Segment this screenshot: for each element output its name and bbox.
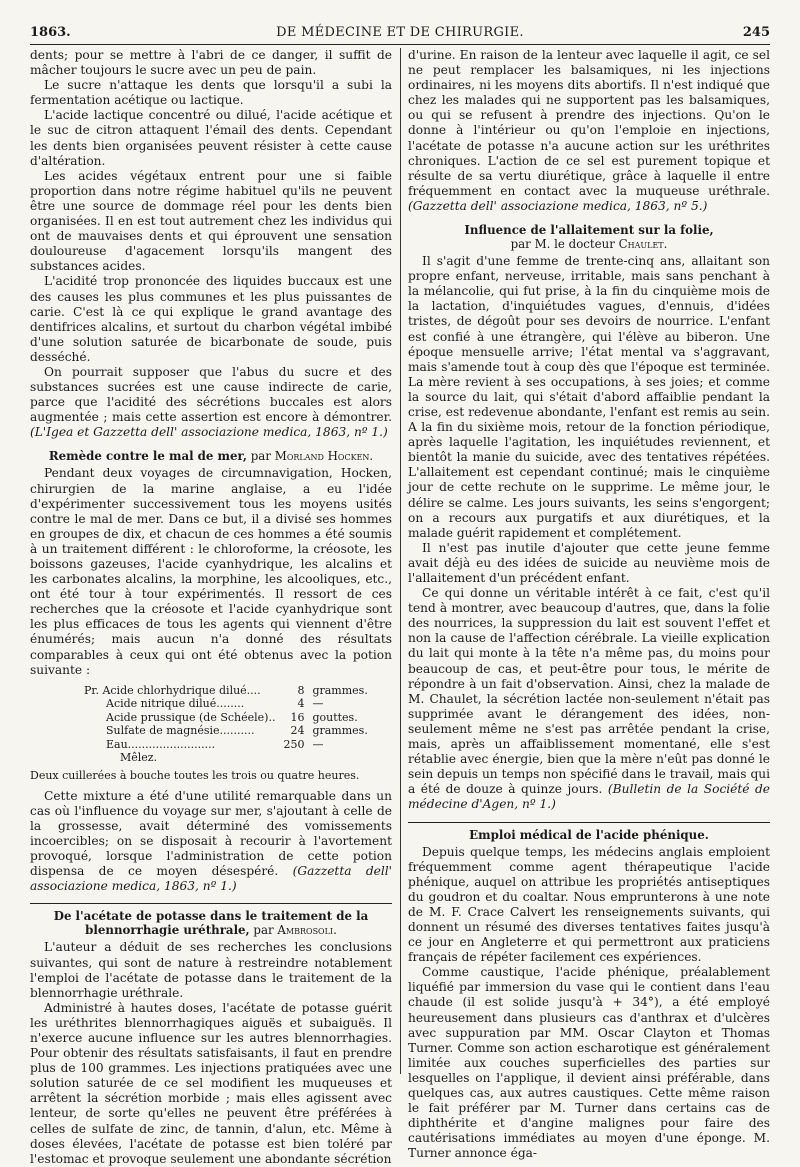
section-title-text: Influence de l'allaitement sur la folie,	[464, 223, 714, 238]
paragraph: L'auteur a déduit de ses recherches les conclusions suivantes, qui sont de nature à restreindre notablement l'emploi de l'acétate de potasse dans le traitement de la blennorrhagie uréthrale.	[30, 940, 392, 1000]
section-title-mal-de-mer	[30, 449, 392, 463]
recipe-ingredient: Pr. Acide chlorhydrique dilué....	[84, 683, 261, 697]
recipe-quantity	[279, 751, 308, 765]
section-author: Ambrosoli.	[277, 923, 337, 938]
citation: (Gazzetta dell' associazione medica, 1863, nº 1.)	[30, 864, 392, 894]
section-title-text: Emploi médical de l'acide phénique.	[469, 827, 709, 842]
recipe-row	[80, 738, 372, 752]
recipe-quantity: 24	[290, 724, 305, 738]
page-header	[30, 26, 770, 45]
recipe-unit	[308, 751, 371, 765]
paragraph	[30, 365, 392, 440]
section-title-acetate	[30, 903, 392, 937]
paragraph: Administré à hautes doses, l'acétate de potasse guérit les uréthrites blennorrhagiques aiguës et subaiguës. Il n'exerce aucune influence sur les autres blennorrhagies. Pour obtenir des résultats satisfaisants, il faut en prendre plus de 100 grammes. Les injections pratiquées avec une solution saturée de ce sel modifient les muqueuses et arrêtent la sécrétion morbide ; mais elles agissent avec lenteur, de sorte qu'elles ne peuvent être préférées à celles de sulfate de zinc, de tannin, d'alun, etc. Même à doses élevées, l'acétate de potasse est bien toléré par l'estomac et provoque seulement une abondante sécrétion	[30, 1000, 392, 1166]
page-number: 245	[742, 25, 770, 40]
paragraph: L'acidité trop prononcée des liquides buccaux est une des causes les plus communes et les plus puissantes de carie. C'est là ce qui explique le grand avantage des dentifrices alcalins, et surtout du charbon végétal imbibé d'une solution saturée de bicarbonate de soude, puis desséché.	[30, 274, 392, 364]
paragraph	[30, 789, 392, 895]
recipe-instruction: Mêlez.	[120, 751, 158, 765]
recipe-row	[80, 697, 372, 711]
paragraph: Les acides végétaux entrent pour une si faible proportion dans notre régime habituel qu'ils ne peuvent être une source de dommage réel pour les dents bien organisées. Il en est tout autrement chez les individus qui ont de mauvaises dents et qui éprouvent une sensation douloureuse d'agacement lorsqu'ils mangent des substances acides.	[30, 168, 392, 274]
citation: (L'Igea et Gazzetta dell' associazione medica, 1863, nº 1.)	[30, 425, 388, 440]
recipe-row	[80, 751, 372, 765]
section-title-text: De l'acétate de potasse dans le traitement de la blennorrhagie uréthrale,	[53, 909, 369, 938]
paragraph: Pendant deux voyages de circumnavigation, Hocken, chirurgien de la marine anglaise, a eu l'idée d'expérimenter successivement tous les moyens usités contre le mal de mer. Dans ce but, il a divisé ses hommes en groupes de dix, et chacun de ces hommes a été soumis à un traitement différent : le chloroforme, la créosote, les boissons gazeuses, l'acide cyanhydrique, les alcalins et les carbonates alcalins, la morphine, les alcooliques, etc., ont été tour à tour expérimentés. Il ressort de ces recherches que la créosote et l'acide cyanhydrique sont les plus efficaces de tous les agents qui viennent d'être énumérés; mais aucun n'a donné des résultats comparables à ceux qui ont été obtenus avec la potion suivante :	[30, 466, 392, 677]
recipe-quantity: 4	[297, 697, 305, 711]
newspaper-page	[30, 25, 771, 1166]
recipe-ingredient: Sulfate de magnésie..........	[106, 724, 255, 738]
paragraph: Depuis quelque temps, les médecins anglais emploient fréquemment comme agent thérapeutique l'acide phénique, auquel on attribue les propriétés antiseptiques du goudron et du coaltar. Nous emprunterons à une note de M. F. Crace Calvert les renseignements suivants, qui donnent un résumé des diverses tentatives faites jusqu'à ce jour en Angleterre et qui permettront aux praticiens français de répéter facilement ces expériences.	[408, 844, 770, 965]
header-title: DE MÉDECINE ET DE CHIRURGIE.	[276, 25, 524, 40]
paragraph: dents; pour se mettre à l'abri de ce danger, il suffit de mâcher toujours le sucre avec un peu de pain.	[30, 48, 392, 78]
recipe-ingredient: Acide nitrique dilué........	[106, 697, 245, 711]
recipe-table	[80, 684, 372, 765]
section-by: par	[250, 449, 271, 464]
recipe-quantity: 8	[297, 683, 305, 697]
recipe-row	[80, 711, 372, 725]
paragraph: Il n'est pas inutile d'ajouter que cette jeune femme avait déjà eu des idées de suicide au neuvième mois de l'allaitement d'un précédent enfant.	[408, 540, 770, 585]
right-column	[408, 48, 771, 1161]
recipe-quantity: 250	[283, 737, 305, 751]
paragraph: Comme caustique, l'acide phénique, préalablement liquéfié par immersion du vase qui le contient dans l'eau chaude (il est solide jusqu'à + 34°), a été employé heureusement dans plusieurs cas d'anthrax et d'ulcères avec suppuration par MM. Oscar Clayton et Thomas Turner. Comme son action escharotique est généralement limitée aux couches superficielles des parties sur lesquelles on l'applique, il devient ainsi préférable, dans quelques cas, aux autres caustiques. Cette même raison le fait préférer par M. Turner dans certains cas de diphthérite et d'angine malignes pour faire des cautérisations immédiates au moyen d'une éponge. M. Turner annonce éga-	[408, 965, 770, 1161]
recipe-unit: gouttes.	[312, 710, 358, 724]
header-year: 1863.	[30, 25, 71, 40]
recipe-ingredient: Acide prussique (de Schéele)..	[106, 710, 276, 724]
paragraph: L'acide lactique concentré ou dilué, l'acide acétique et le suc de citron attaquent l'émail des dents. Cependant les dents bien organisées peuvent résister à cette cause d'altération.	[30, 108, 392, 168]
paragraph-text: Ce qui donne un véritable intérêt à ce fait, c'est qu'il tend à montrer, avec beaucoup d'autres, que, dans la folie des nourrices, la suppression du lait est souvent l'effet et non la cause de l'affection cérébrale. La vieille explication du lait qui monte à la tête n'a même pas, du moins pour beaucoup de cas, et peut-être pour tous, le mérite de répondre à un fait d'observation. Ainsi, chez la malade de M. Chaulet, la sécrétion lactée non-seulement n'était pas supprimée avant le dérangement des idées, non-seulement même ne s'est pas arrêtée pendant la crise, mais, après un affaiblissement momentané, elle s'est rétablie avec énergie, bien que la mère n'eût pas donné le sein depuis un temps non spécifié dans le travail, mais qui a été de douze à quinze jours.	[408, 586, 770, 797]
recipe-ingredient: Eau.........................	[106, 737, 216, 751]
paragraph: Le sucre n'attaque les dents que lorsqu'il a subi la fermentation acétique ou lactique.	[30, 78, 392, 108]
section-title-acide-phenique	[408, 822, 770, 842]
section-title-allaitement	[408, 223, 770, 251]
recipe-unit: grammes.	[312, 683, 368, 697]
recipe-unit: —	[312, 737, 324, 751]
citation: (Gazzetta dell' associazione medica, 1863, nº 5.)	[408, 198, 708, 213]
paragraph-text: On pourrait supposer que l'abus du sucre et des substances sucrées est une cause indirecte de carie, parce que l'acidité des sécrétions buccales est alors augmentée ; mais cette assertion est encore à démontrer.	[30, 364, 392, 425]
citation: (Bulletin de la Société de médecine d'Agen, nº 1.)	[408, 782, 771, 812]
recipe-unit: grammes.	[312, 724, 368, 738]
paragraph-text: d'urine. En raison de la lenteur avec laquelle il agit, ce sel ne peut remplacer les balsamiques, ni les injections ordinaires, ni les moyens dits abortifs. Il n'est indiqué que chez les malades qui ne supportent pas les balsamiques, ou qui se refusent à prendre des injections. Qu'on le donne à l'intérieur ou qu'on l'emploie en injections, l'acétate de potasse n'a aucune action sur les uréthrites chroniques. L'action de ce sel est purement topique et résulte de sa vertu diurétique, grâce à laquelle il entre fréquemment en contact avec la muqueuse uréthrale.	[408, 48, 770, 198]
paragraph: Il s'agit d'une femme de trente-cinq ans, allaitant son propre enfant, nerveuse, irritable, mais sans penchant à la mélancolie, qui fut prise, à la fin du cinquième mois de la lactation, d'inquiétudes vagues, d'ennuis, d'idées tristes, de dégoût pour ses devoirs de nourrice. L'enfant est confié à une étrangère, qui l'élève au biberon. Une époque mensuelle arrive; l'état mental va s'aggravant, mais s'amende tout à coup dès que l'époque est terminée. La mère revient à ses occupations, à ses joies; et comme la source du lait, qui s'était d'abord affaiblie pendant la crise, est redevenue abondante, l'enfant est remis au sein. A la fin du sixième mois, retour de la fonction périodique, après laquelle l'agitation, les inquiétudes reviennent, et bientôt la manie du suicide, avec des tentatives répétées. L'allaitement est cependant continué; mais le cinquième jour de cette rechute on le supprime. Le même jour, le délire se calme. Les jours suivants, les seins s'engorgent; on a recours aux purgatifs et aux diurétiques, et la malade guérit rapidement et complétement.	[408, 254, 770, 540]
paragraph	[408, 48, 770, 214]
recipe-quantity: 16	[290, 710, 305, 724]
section-by: par M. le docteur	[510, 237, 615, 252]
left-column	[30, 48, 392, 1166]
section-title-text: Remède contre le mal de mer,	[48, 449, 247, 464]
recipe-unit: —	[312, 697, 324, 711]
dosage-note: Deux cuillerées à bouche toutes les trois ou quatre heures.	[30, 768, 360, 782]
section-by: par	[253, 923, 274, 938]
paragraph	[408, 586, 770, 812]
section-author: Morland Hocken.	[274, 449, 374, 464]
section-author: Chaulet.	[618, 237, 668, 252]
recipe-row	[80, 684, 372, 698]
recipe-row	[80, 724, 372, 738]
paragraph-text: Cette mixture a été d'une utilité remarquable dans un cas où l'influence du voyage sur mer, s'ajoutant à celle de la grossesse, avait déterminé des vomissements incoercibles; on se disposait à recourir à l'avortement provoqué, lorsque l'administration de cette potion dispensa de ce moyen désespéré.	[30, 788, 392, 879]
